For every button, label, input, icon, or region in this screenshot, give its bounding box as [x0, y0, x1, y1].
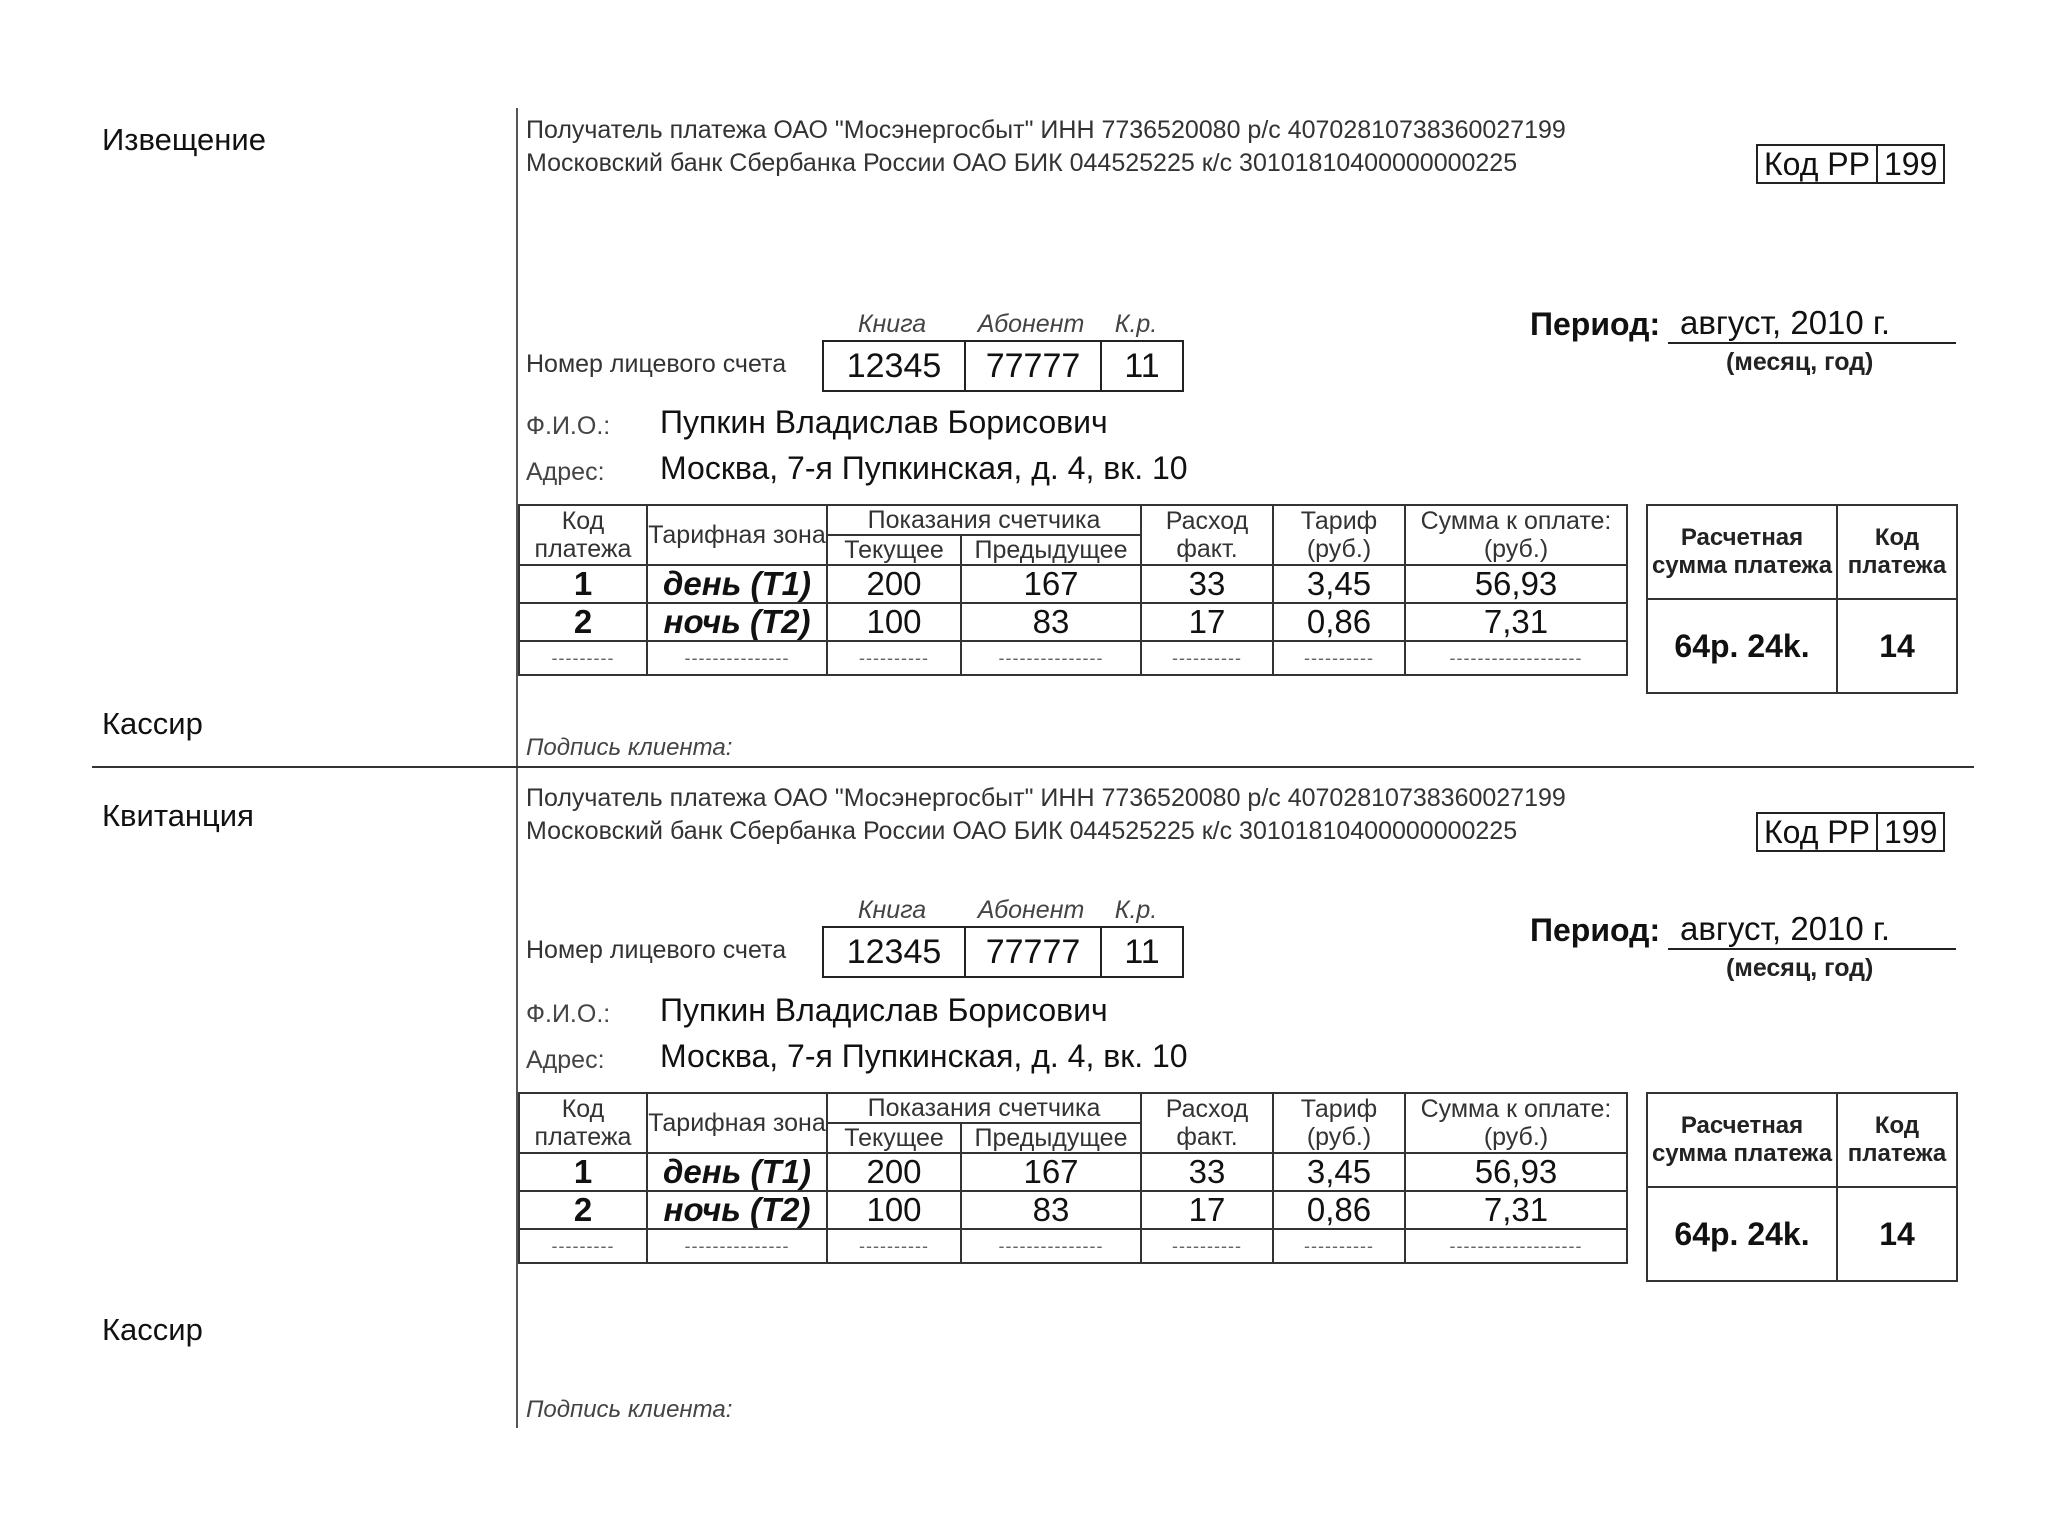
account-number-box [822, 340, 1184, 392]
kod-rr-value: 199 [1876, 814, 1943, 850]
header-payment-code: Код платежа [519, 1093, 647, 1153]
account-number-box [822, 926, 1184, 978]
row-previous: 83 [961, 603, 1141, 641]
period-value: август, 2010 г. [1668, 910, 1956, 950]
account-head-subscriber: Абонент [977, 310, 1085, 338]
receipt-section [0, 768, 2048, 1536]
header-previous: Предыдущее [961, 535, 1141, 565]
account-head-kr: К.р. [1114, 896, 1158, 924]
row-current: 200 [827, 565, 961, 603]
fio-label: Ф.И.О.: [526, 412, 611, 440]
address-label: Адрес: [526, 458, 605, 486]
kod-rr-box [1756, 144, 1945, 184]
notice-title: Извещение [102, 122, 266, 157]
blank-cell: ---------- [827, 641, 961, 675]
address-value: Москва, 7-я Пупкинская, д. 4, вк. 10 [660, 450, 1188, 486]
kod-rr-box [1756, 812, 1945, 852]
calculated-sum: 64р. 24k. [1647, 1187, 1837, 1281]
header-tariff: Тариф (руб.) [1273, 1093, 1405, 1153]
blank-cell: ------------------- [1405, 641, 1627, 675]
row-current: 200 [827, 1153, 961, 1191]
row-zone: день (Т1) [647, 565, 827, 603]
blank-row [519, 641, 1627, 675]
table-row [519, 1153, 1627, 1191]
account-head-kr: К.р. [1114, 310, 1158, 338]
account-book: 12345 [846, 933, 942, 971]
blank-cell: ---------- [1141, 1229, 1273, 1263]
header-meter-readings: Показания счетчика [827, 1093, 1141, 1123]
header-current: Текущее [827, 1123, 961, 1153]
account-kr: 11 [1100, 928, 1182, 976]
row-sum: 56,93 [1405, 1153, 1627, 1191]
blank-cell: --------- [519, 1229, 647, 1263]
period-caption: (месяц, год) [1726, 954, 1874, 982]
blank-cell: ------------------- [1405, 1229, 1627, 1263]
row-code: 1 [519, 565, 647, 603]
period-label: Период: [1530, 912, 1661, 948]
client-signature-label: Подпись клиента: [526, 734, 733, 761]
row-zone: ночь (Т2) [647, 1191, 827, 1229]
row-code: 2 [519, 603, 647, 641]
blank-cell: ---------- [827, 1229, 961, 1263]
header-tariff-zone: Тарифная зона [647, 505, 827, 565]
row-usage: 33 [1141, 1153, 1273, 1191]
header-tariff: Тариф (руб.) [1273, 505, 1405, 565]
payee-line-2: Московский банк Сбербанка России ОАО БИК 044525225 к/с 30101810400000000225 [526, 817, 1518, 845]
blank-cell: ---------- [1273, 1229, 1405, 1263]
totals-table [1646, 504, 1958, 694]
header-payment-code: Код платежа [519, 505, 647, 565]
row-previous: 167 [961, 1153, 1141, 1191]
account-book: 12345 [846, 347, 942, 385]
header-usage: Расход факт. [1141, 1093, 1273, 1153]
period-label: Период: [1530, 306, 1661, 342]
header-tariff-zone: Тарифная зона [647, 1093, 827, 1153]
row-tariff: 0,86 [1273, 1191, 1405, 1229]
period-value: август, 2010 г. [1668, 304, 1956, 344]
period-caption: (месяц, год) [1726, 348, 1874, 376]
row-tariff: 0,86 [1273, 603, 1405, 641]
header-totals-code: Код платежа [1837, 1093, 1957, 1187]
kod-rr-label: Код РР [1764, 146, 1870, 182]
totals-table [1646, 1092, 1958, 1282]
table-row [519, 1191, 1627, 1229]
account-head-book: Книга [857, 310, 927, 338]
fio-value: Пупкин Владислав Борисович [660, 404, 1108, 440]
kod-rr-value: 199 [1876, 146, 1943, 182]
payee-line-2: Московский банк Сбербанка России ОАО БИК 044525225 к/с 30101810400000000225 [526, 149, 1518, 177]
account-subscriber: 77777 [964, 342, 1100, 390]
blank-cell: ---------- [1273, 641, 1405, 675]
row-usage: 17 [1141, 603, 1273, 641]
cashier-label: Кассир [102, 1312, 203, 1347]
blank-cell: --------------- [961, 1229, 1141, 1263]
header-sum: Сумма к оплате: (руб.) [1405, 1093, 1627, 1153]
receipt-title: Квитанция [102, 798, 254, 833]
row-code: 1 [519, 1153, 647, 1191]
account-label: Номер лицевого счета [526, 350, 787, 378]
account-kr: 11 [1100, 342, 1182, 390]
account-label: Номер лицевого счета [526, 936, 787, 964]
account-head-subscriber: Абонент [977, 896, 1085, 924]
header-totals-code: Код платежа [1837, 505, 1957, 599]
table-row [519, 603, 1627, 641]
blank-cell: --------------- [961, 641, 1141, 675]
payee-line-1: Получатель платежа ОАО "Мосэнергосбыт" ИНН 7736520080 р/с 40702810738360027199 [526, 784, 1566, 812]
header-current: Текущее [827, 535, 961, 565]
row-tariff: 3,45 [1273, 565, 1405, 603]
header-meter-readings: Показания счетчика [827, 505, 1141, 535]
blank-row [519, 1229, 1627, 1263]
header-calculated-sum: Расчетная сумма платежа [1647, 1093, 1837, 1187]
row-zone: день (Т1) [647, 1153, 827, 1191]
row-current: 100 [827, 1191, 961, 1229]
client-signature-label: Подпись клиента: [526, 1396, 733, 1423]
calculated-sum: 64р. 24k. [1647, 599, 1837, 693]
row-usage: 17 [1141, 1191, 1273, 1229]
address-label: Адрес: [526, 1046, 605, 1074]
header-calculated-sum: Расчетная сумма платежа [1647, 505, 1837, 599]
kod-rr-label: Код РР [1764, 814, 1870, 850]
blank-cell: --------------- [647, 1229, 827, 1263]
row-current: 100 [827, 603, 961, 641]
payee-line-1: Получатель платежа ОАО "Мосэнергосбыт" ИНН 7736520080 р/с 40702810738360027199 [526, 116, 1566, 144]
meter-readings-table [518, 1092, 1628, 1264]
blank-cell: --------- [519, 641, 647, 675]
address-value: Москва, 7-я Пупкинская, д. 4, вк. 10 [660, 1038, 1188, 1074]
row-sum: 7,31 [1405, 603, 1627, 641]
blank-cell: ---------- [1141, 641, 1273, 675]
fio-value: Пупкин Владислав Борисович [660, 992, 1108, 1028]
row-tariff: 3,45 [1273, 1153, 1405, 1191]
row-previous: 167 [961, 565, 1141, 603]
header-usage: Расход факт. [1141, 505, 1273, 565]
row-code: 2 [519, 1191, 647, 1229]
totals-code: 14 [1837, 599, 1957, 693]
account-head-book: Книга [857, 896, 927, 924]
header-previous: Предыдущее [961, 1123, 1141, 1153]
header-sum: Сумма к оплате: (руб.) [1405, 505, 1627, 565]
table-row [519, 565, 1627, 603]
fio-label: Ф.И.О.: [526, 1000, 611, 1028]
row-sum: 7,31 [1405, 1191, 1627, 1229]
meter-readings-table [518, 504, 1628, 676]
blank-cell: --------------- [647, 641, 827, 675]
row-sum: 56,93 [1405, 565, 1627, 603]
totals-code: 14 [1837, 1187, 1957, 1281]
row-zone: ночь (Т2) [647, 603, 827, 641]
account-subscriber: 77777 [964, 928, 1100, 976]
row-previous: 83 [961, 1191, 1141, 1229]
row-usage: 33 [1141, 565, 1273, 603]
cashier-label: Кассир [102, 706, 203, 741]
